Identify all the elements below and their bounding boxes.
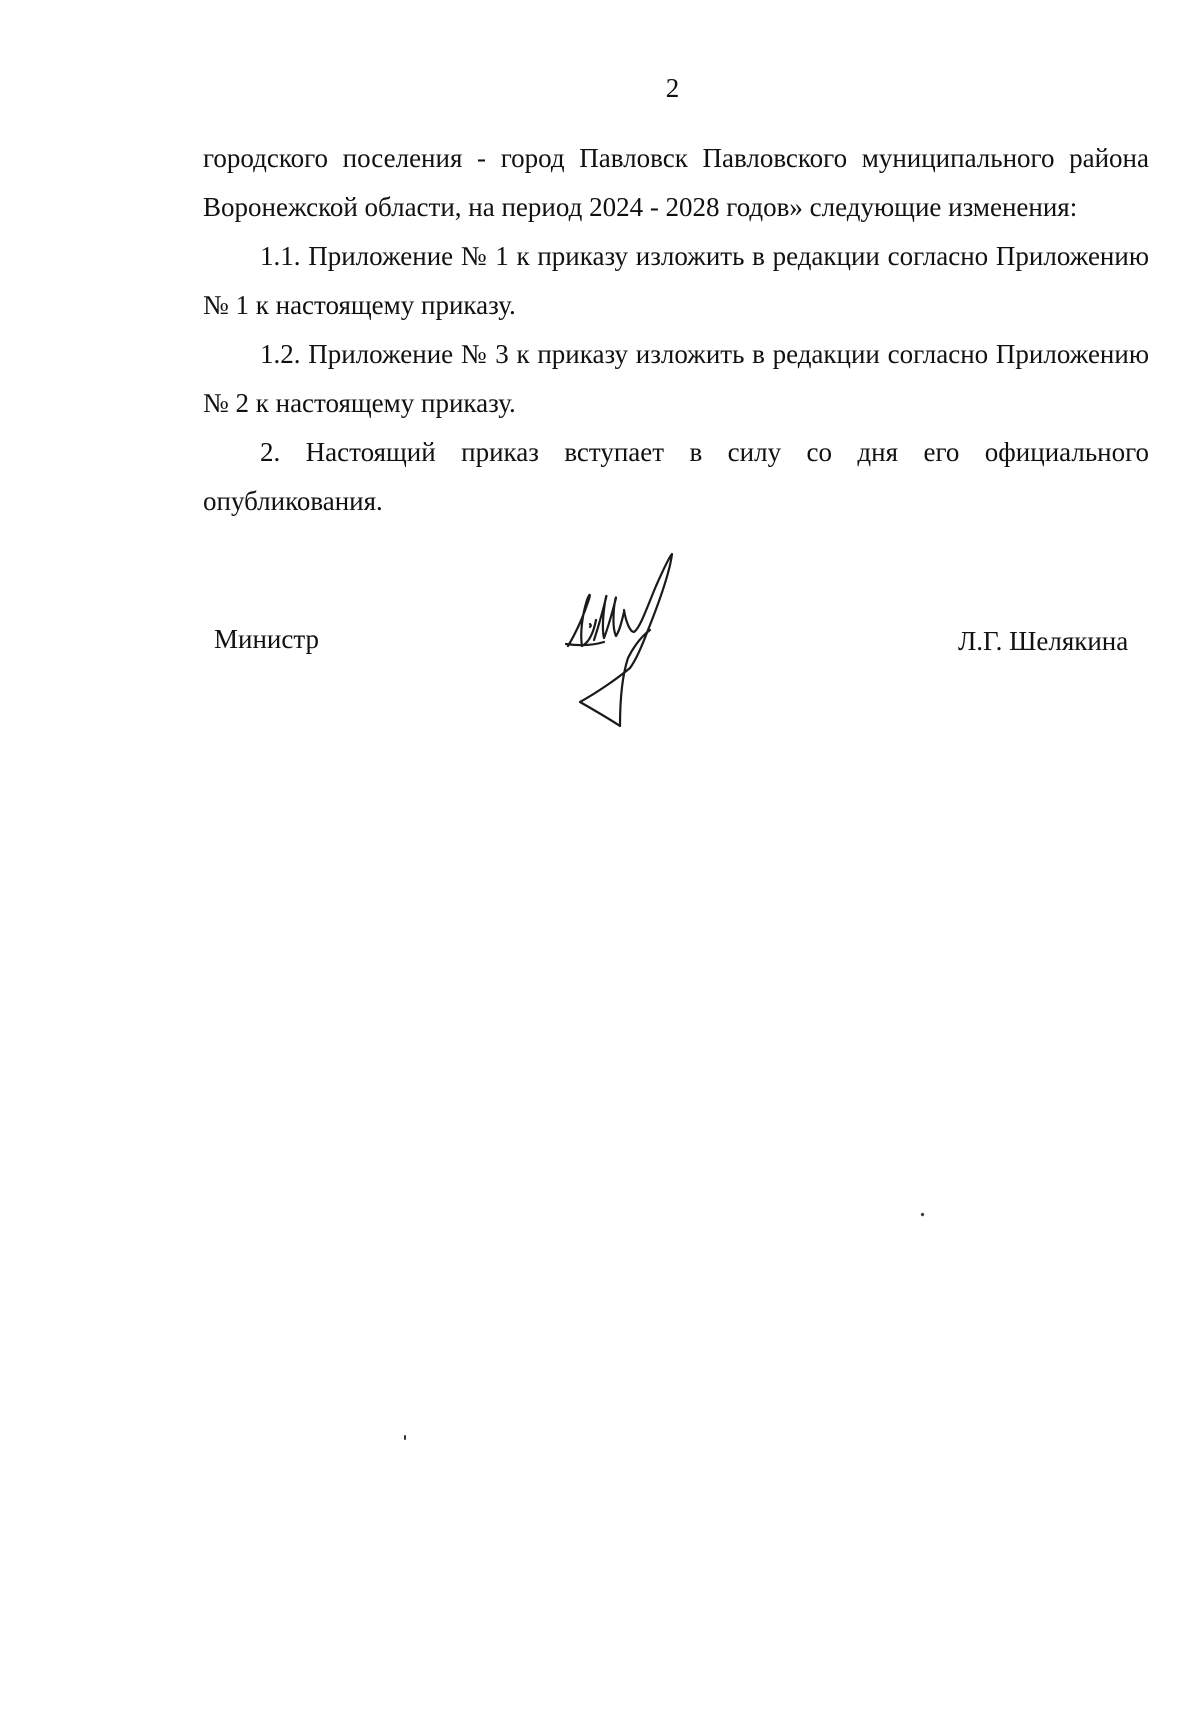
signatory-position: Министр <box>214 624 319 654</box>
paragraph-item-2: 2. Настоящий приказ вступает в силу со дня его официального опубликования. <box>203 437 1149 516</box>
signatory-name: Л.Г. Шелякина <box>958 626 1129 656</box>
paragraph-item-1-2: 1.2. Приложение № 3 к приказу изложить в редакции согласно Приложению № 2 к настоящему приказу. <box>203 339 1149 418</box>
paragraph-item-1-1: 1.1. Приложение № 1 к приказу изложить в редакции согласно Приложению № 1 к настоящему приказу. <box>203 241 1149 320</box>
handwritten-signature <box>560 550 690 730</box>
paragraph-continuation: городского поселения - город Павловск Павловского муниципального района Воронежской области, на период 2024 - 2028 годов» следующие изменения: <box>203 143 1149 222</box>
scan-artifact <box>404 1435 406 1440</box>
scan-artifact <box>920 1212 924 1216</box>
document-body <box>203 134 1149 526</box>
page-number: 2 <box>665 73 680 103</box>
